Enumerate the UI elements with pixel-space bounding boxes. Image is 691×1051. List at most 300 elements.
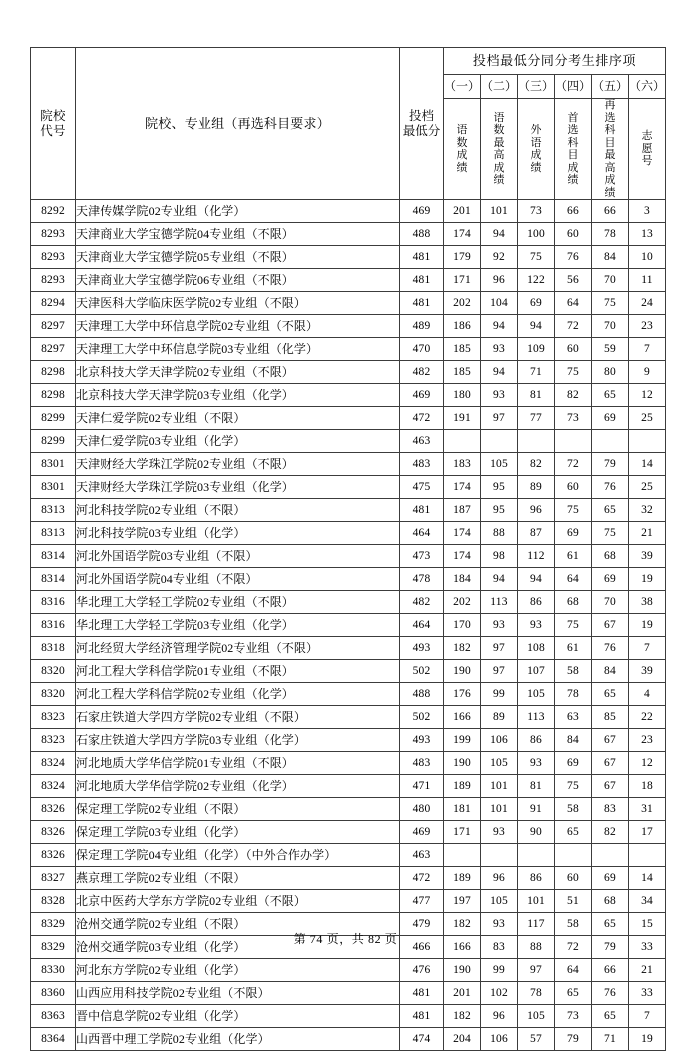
cell-rank-2: 93: [481, 821, 518, 844]
cell-rank-1: [444, 430, 481, 453]
cell-school-major-group: 石家庄铁道大学四方学院02专业组（不限）: [76, 706, 400, 729]
cell-rank-3: 89: [518, 476, 555, 499]
cell-min-score: 469: [400, 384, 444, 407]
header-rank-number-4: （四）: [555, 75, 592, 99]
cell-rank-3: 108: [518, 637, 555, 660]
header-rank-label-3: [518, 99, 555, 200]
cell-school-code: 8323: [31, 729, 76, 752]
cell-school-major-group: 河北东方学院02专业组（化学）: [76, 959, 400, 982]
cell-min-score: 482: [400, 591, 444, 614]
cell-rank-6: 12: [629, 752, 666, 775]
cell-school-code: 8324: [31, 752, 76, 775]
cell-school-code: 8329: [31, 936, 76, 959]
cell-rank-6: 4: [629, 683, 666, 706]
cell-rank-1: 181: [444, 798, 481, 821]
cell-rank-1: 186: [444, 315, 481, 338]
cell-rank-1: 182: [444, 1005, 481, 1028]
cell-rank-4: 65: [555, 982, 592, 1005]
cell-rank-2: 98: [481, 545, 518, 568]
cell-rank-3: 86: [518, 867, 555, 890]
cell-rank-3: 107: [518, 660, 555, 683]
cell-rank-2: 101: [481, 200, 518, 223]
cell-school-major-group: 河北地质大学华信学院01专业组（不限）: [76, 752, 400, 775]
table-row: [31, 522, 666, 545]
cell-rank-6: 33: [629, 936, 666, 959]
cell-school-code: 8320: [31, 660, 76, 683]
table-row: [31, 292, 666, 315]
cell-school-code: 8294: [31, 292, 76, 315]
cell-rank-6: 34: [629, 890, 666, 913]
cell-rank-1: 189: [444, 775, 481, 798]
cell-rank-6: 24: [629, 292, 666, 315]
cell-rank-1: 202: [444, 292, 481, 315]
header-rank-label-6-text: 志愿号: [641, 130, 653, 168]
cell-rank-2: 105: [481, 890, 518, 913]
cell-rank-2: 113: [481, 591, 518, 614]
table-row: [31, 614, 666, 637]
cell-rank-4: 60: [555, 867, 592, 890]
table-body: [31, 200, 666, 1051]
cell-min-score: 472: [400, 407, 444, 430]
cell-school-code: 8299: [31, 430, 76, 453]
cell-school-code: 8314: [31, 568, 76, 591]
cell-rank-2: 89: [481, 706, 518, 729]
cell-rank-4: 61: [555, 545, 592, 568]
cell-rank-5: 79: [592, 936, 629, 959]
cell-school-code: 8292: [31, 200, 76, 223]
cell-rank-1: 184: [444, 568, 481, 591]
cell-school-major-group: 河北工程大学科信学院02专业组（化学）: [76, 683, 400, 706]
cell-rank-3: 86: [518, 591, 555, 614]
cell-rank-2: 104: [481, 292, 518, 315]
cell-rank-3: 91: [518, 798, 555, 821]
cell-rank-1: 190: [444, 959, 481, 982]
cell-rank-1: 202: [444, 591, 481, 614]
cell-school-major-group: 保定理工学院03专业组（化学）: [76, 821, 400, 844]
cell-rank-3: [518, 844, 555, 867]
cell-min-score: 478: [400, 568, 444, 591]
cell-rank-5: 59: [592, 338, 629, 361]
cell-rank-2: 105: [481, 453, 518, 476]
table-row: [31, 568, 666, 591]
cell-rank-6: 10: [629, 246, 666, 269]
cell-min-score: 479: [400, 913, 444, 936]
cell-rank-2: 101: [481, 775, 518, 798]
cell-school-major-group: 保定理工学院04专业组（化学）（中外合作办学）: [76, 844, 400, 867]
cell-rank-6: 19: [629, 568, 666, 591]
cell-rank-1: 166: [444, 936, 481, 959]
cell-rank-4: 56: [555, 269, 592, 292]
cell-rank-5: 78: [592, 223, 629, 246]
cell-rank-5: 69: [592, 407, 629, 430]
cell-rank-6: 17: [629, 821, 666, 844]
table-row: [31, 545, 666, 568]
table-row: [31, 1005, 666, 1028]
cell-rank-5: 67: [592, 775, 629, 798]
cell-rank-4: 58: [555, 913, 592, 936]
cell-rank-6: 7: [629, 637, 666, 660]
cell-min-score: 473: [400, 545, 444, 568]
cell-rank-5: 65: [592, 1005, 629, 1028]
cell-rank-3: 93: [518, 752, 555, 775]
table-row: [31, 223, 666, 246]
cell-rank-5: [592, 844, 629, 867]
table-row: [31, 683, 666, 706]
cell-rank-5: 80: [592, 361, 629, 384]
cell-school-code: 8293: [31, 269, 76, 292]
cell-rank-6: 39: [629, 660, 666, 683]
header-rank-label-5: [592, 99, 629, 200]
cell-min-score: 482: [400, 361, 444, 384]
cell-rank-2: 94: [481, 568, 518, 591]
cell-rank-4: 58: [555, 798, 592, 821]
cell-rank-1: 174: [444, 476, 481, 499]
cell-rank-2: 101: [481, 798, 518, 821]
cell-rank-6: 21: [629, 959, 666, 982]
cell-rank-3: 122: [518, 269, 555, 292]
cell-rank-6: 25: [629, 407, 666, 430]
cell-school-major-group: 华北理工大学轻工学院02专业组（不限）: [76, 591, 400, 614]
cell-rank-5: 67: [592, 752, 629, 775]
cell-rank-1: 171: [444, 269, 481, 292]
cell-rank-3: 81: [518, 384, 555, 407]
table-row: [31, 338, 666, 361]
cell-school-code: 8301: [31, 476, 76, 499]
cell-rank-4: 69: [555, 752, 592, 775]
header-min-score-line1: 投档: [408, 108, 434, 123]
cell-rank-4: 78: [555, 683, 592, 706]
table-row: [31, 453, 666, 476]
cell-rank-4: 72: [555, 315, 592, 338]
table-row: [31, 637, 666, 660]
cell-rank-5: 75: [592, 522, 629, 545]
cell-rank-2: [481, 844, 518, 867]
cell-rank-4: 75: [555, 614, 592, 637]
cell-rank-5: 83: [592, 798, 629, 821]
cell-min-score: 464: [400, 522, 444, 545]
cell-school-major-group: 山西应用科技学院02专业组（不限）: [76, 982, 400, 1005]
cell-rank-2: 96: [481, 867, 518, 890]
cell-rank-5: 65: [592, 683, 629, 706]
cell-rank-2: 96: [481, 269, 518, 292]
cell-min-score: 477: [400, 890, 444, 913]
cell-rank-5: 71: [592, 1028, 629, 1051]
cell-rank-2: [481, 430, 518, 453]
cell-rank-1: 197: [444, 890, 481, 913]
cell-school-code: 8293: [31, 223, 76, 246]
cell-rank-3: 69: [518, 292, 555, 315]
cell-rank-4: 63: [555, 706, 592, 729]
cell-rank-5: 82: [592, 821, 629, 844]
cell-rank-3: 88: [518, 936, 555, 959]
cell-rank-3: 71: [518, 361, 555, 384]
header-rank-label-2-text: 语数最高成绩: [493, 111, 505, 187]
cell-rank-4: 58: [555, 660, 592, 683]
cell-rank-3: 94: [518, 568, 555, 591]
cell-school-code: 8330: [31, 959, 76, 982]
cell-rank-6: 33: [629, 982, 666, 1005]
cell-rank-6: 21: [629, 522, 666, 545]
table-row: [31, 315, 666, 338]
cell-school-major-group: 河北科技学院02专业组（不限）: [76, 499, 400, 522]
cell-school-code: 8293: [31, 246, 76, 269]
cell-rank-1: 199: [444, 729, 481, 752]
cell-school-code: 8313: [31, 522, 76, 545]
cell-min-score: 488: [400, 683, 444, 706]
cell-min-score: 463: [400, 844, 444, 867]
cell-rank-4: 68: [555, 591, 592, 614]
cell-rank-2: 93: [481, 614, 518, 637]
cell-rank-4: [555, 844, 592, 867]
cell-rank-4: 84: [555, 729, 592, 752]
cell-rank-3: 82: [518, 453, 555, 476]
cell-rank-5: 79: [592, 453, 629, 476]
cell-rank-6: 19: [629, 614, 666, 637]
cell-school-major-group: 天津财经大学珠江学院03专业组（化学）: [76, 476, 400, 499]
cell-school-code: 8327: [31, 867, 76, 890]
cell-rank-4: 76: [555, 246, 592, 269]
cell-rank-1: 191: [444, 407, 481, 430]
cell-school-code: 8301: [31, 453, 76, 476]
cell-school-major-group: 天津商业大学宝德学院05专业组（不限）: [76, 246, 400, 269]
cell-min-score: 481: [400, 292, 444, 315]
cell-min-score: 502: [400, 706, 444, 729]
cell-rank-4: 60: [555, 338, 592, 361]
cell-rank-2: 94: [481, 361, 518, 384]
cell-school-major-group: 北京科技大学天津学院03专业组（化学）: [76, 384, 400, 407]
cell-rank-5: 67: [592, 729, 629, 752]
cell-rank-1: 201: [444, 982, 481, 1005]
cell-rank-2: 93: [481, 913, 518, 936]
cell-rank-4: 69: [555, 522, 592, 545]
cell-rank-5: 69: [592, 867, 629, 890]
cell-rank-3: 86: [518, 729, 555, 752]
cell-rank-5: 84: [592, 246, 629, 269]
cell-school-major-group: 山西晋中理工学院02专业组（化学）: [76, 1028, 400, 1051]
cell-rank-6: 23: [629, 729, 666, 752]
header-tiebreak-group: 投档最低分同分考生排序项: [444, 48, 666, 75]
cell-rank-4: 60: [555, 476, 592, 499]
cell-rank-4: 75: [555, 499, 592, 522]
cell-school-code: 8313: [31, 499, 76, 522]
cell-school-major-group: 保定理工学院02专业组（不限）: [76, 798, 400, 821]
cell-rank-2: 94: [481, 315, 518, 338]
table-row: [31, 591, 666, 614]
header-rank-label-1-text: 语数成绩: [456, 124, 468, 174]
cell-min-score: 489: [400, 315, 444, 338]
cell-rank-6: 38: [629, 591, 666, 614]
cell-rank-1: 179: [444, 246, 481, 269]
cell-school-major-group: 天津仁爱学院02专业组（不限）: [76, 407, 400, 430]
cell-school-major-group: 河北科技学院03专业组（化学）: [76, 522, 400, 545]
cell-min-score: 493: [400, 637, 444, 660]
cell-rank-3: [518, 430, 555, 453]
cell-school-major-group: 天津商业大学宝德学院04专业组（不限）: [76, 223, 400, 246]
cell-rank-4: 64: [555, 959, 592, 982]
header-min-score: [400, 48, 444, 200]
cell-rank-5: 65: [592, 384, 629, 407]
cell-rank-2: 97: [481, 660, 518, 683]
cell-rank-5: 84: [592, 660, 629, 683]
cell-rank-1: 185: [444, 338, 481, 361]
cell-min-score: 483: [400, 752, 444, 775]
cell-min-score: 463: [400, 430, 444, 453]
cell-rank-5: 70: [592, 591, 629, 614]
cell-school-major-group: 河北经贸大学经济管理学院02专业组（不限）: [76, 637, 400, 660]
table-row: [31, 844, 666, 867]
page-footer: 第 74 页，共 82 页: [293, 932, 398, 946]
cell-rank-5: 76: [592, 637, 629, 660]
cell-school-code: 8316: [31, 614, 76, 637]
cell-rank-2: 99: [481, 683, 518, 706]
cell-rank-4: 73: [555, 1005, 592, 1028]
cell-school-code: 8320: [31, 683, 76, 706]
header-rank-label-1: [444, 99, 481, 200]
cell-rank-2: 83: [481, 936, 518, 959]
cell-rank-5: 66: [592, 200, 629, 223]
cell-rank-3: 78: [518, 982, 555, 1005]
table-row: [31, 982, 666, 1005]
cell-rank-4: 75: [555, 361, 592, 384]
cell-rank-3: 117: [518, 913, 555, 936]
cell-min-score: 469: [400, 821, 444, 844]
cell-rank-4: 72: [555, 453, 592, 476]
score-table-container: [30, 47, 665, 1051]
cell-school-code: 8329: [31, 913, 76, 936]
admission-score-table: [30, 47, 666, 1051]
table-row: [31, 269, 666, 292]
table-row: [31, 729, 666, 752]
cell-rank-6: 3: [629, 200, 666, 223]
cell-rank-1: 189: [444, 867, 481, 890]
cell-rank-4: 64: [555, 568, 592, 591]
cell-min-score: 481: [400, 499, 444, 522]
header-rank-label-6: [629, 99, 666, 200]
cell-rank-5: 75: [592, 292, 629, 315]
cell-rank-6: 18: [629, 775, 666, 798]
table-row: [31, 959, 666, 982]
cell-min-score: 471: [400, 775, 444, 798]
cell-rank-2: 97: [481, 407, 518, 430]
cell-rank-5: [592, 430, 629, 453]
cell-rank-1: 166: [444, 706, 481, 729]
cell-rank-3: 109: [518, 338, 555, 361]
cell-min-score: 488: [400, 223, 444, 246]
cell-school-code: 8314: [31, 545, 76, 568]
cell-school-major-group: 天津传媒学院02专业组（化学）: [76, 200, 400, 223]
cell-school-code: 8326: [31, 844, 76, 867]
cell-school-code: 8363: [31, 1005, 76, 1028]
cell-school-major-group: 河北外国语学院04专业组（不限）: [76, 568, 400, 591]
cell-rank-2: 93: [481, 338, 518, 361]
cell-school-code: 8299: [31, 407, 76, 430]
table-row: [31, 499, 666, 522]
cell-school-major-group: 晋中信息学院02专业组（化学）: [76, 1005, 400, 1028]
cell-rank-4: 79: [555, 1028, 592, 1051]
cell-rank-3: 101: [518, 890, 555, 913]
cell-school-major-group: 石家庄铁道大学四方学院03专业组（化学）: [76, 729, 400, 752]
cell-rank-2: 93: [481, 384, 518, 407]
cell-rank-1: 174: [444, 522, 481, 545]
header-school-code-line2: 代号: [40, 123, 66, 138]
cell-rank-2: 97: [481, 637, 518, 660]
cell-rank-3: 105: [518, 683, 555, 706]
cell-rank-6: 11: [629, 269, 666, 292]
cell-rank-4: 60: [555, 223, 592, 246]
cell-min-score: 475: [400, 476, 444, 499]
cell-min-score: 466: [400, 936, 444, 959]
cell-rank-6: 19: [629, 1028, 666, 1051]
cell-rank-6: [629, 430, 666, 453]
cell-school-major-group: 天津财经大学珠江学院02专业组（不限）: [76, 453, 400, 476]
table-row: [31, 430, 666, 453]
cell-rank-6: 14: [629, 867, 666, 890]
table-row: [31, 660, 666, 683]
cell-rank-2: 95: [481, 476, 518, 499]
cell-rank-6: 15: [629, 913, 666, 936]
cell-school-code: 8324: [31, 775, 76, 798]
cell-school-code: 8297: [31, 338, 76, 361]
header-row-1: [31, 48, 666, 75]
cell-rank-1: [444, 844, 481, 867]
header-rank-number-6: （六）: [629, 75, 666, 99]
cell-rank-2: 95: [481, 499, 518, 522]
cell-min-score: 502: [400, 660, 444, 683]
cell-rank-4: 51: [555, 890, 592, 913]
cell-school-major-group: 北京科技大学天津学院02专业组（不限）: [76, 361, 400, 384]
header-rank-number-3: （三）: [518, 75, 555, 99]
cell-rank-2: 99: [481, 959, 518, 982]
cell-min-score: 481: [400, 246, 444, 269]
cell-school-major-group: 北京中医药大学东方学院02专业组（不限）: [76, 890, 400, 913]
cell-rank-3: 87: [518, 522, 555, 545]
cell-rank-5: 76: [592, 982, 629, 1005]
table-row: [31, 200, 666, 223]
cell-rank-2: 96: [481, 1005, 518, 1028]
cell-rank-1: 174: [444, 545, 481, 568]
cell-rank-5: 70: [592, 269, 629, 292]
cell-rank-6: 31: [629, 798, 666, 821]
cell-rank-4: 61: [555, 637, 592, 660]
cell-rank-3: 112: [518, 545, 555, 568]
table-row: [31, 890, 666, 913]
cell-rank-1: 204: [444, 1028, 481, 1051]
cell-school-code: 8326: [31, 798, 76, 821]
cell-school-major-group: 燕京理工学院02专业组（不限）: [76, 867, 400, 890]
cell-school-code: 8298: [31, 361, 76, 384]
cell-rank-3: 73: [518, 200, 555, 223]
cell-rank-2: 92: [481, 246, 518, 269]
cell-rank-6: 14: [629, 453, 666, 476]
cell-rank-6: 25: [629, 476, 666, 499]
cell-rank-4: 64: [555, 292, 592, 315]
cell-school-major-group: 天津商业大学宝德学院06专业组（不限）: [76, 269, 400, 292]
cell-school-major-group: 天津理工大学中环信息学院03专业组（化学）: [76, 338, 400, 361]
cell-rank-6: 32: [629, 499, 666, 522]
cell-rank-1: 170: [444, 614, 481, 637]
table-row: [31, 775, 666, 798]
table-row: [31, 752, 666, 775]
header-rank-label-2: [481, 99, 518, 200]
cell-rank-1: 182: [444, 637, 481, 660]
cell-school-code: 8318: [31, 637, 76, 660]
cell-rank-3: 97: [518, 959, 555, 982]
cell-rank-3: 96: [518, 499, 555, 522]
cell-min-score: 493: [400, 729, 444, 752]
table-row: [31, 384, 666, 407]
table-header: [31, 48, 666, 200]
cell-rank-6: [629, 844, 666, 867]
